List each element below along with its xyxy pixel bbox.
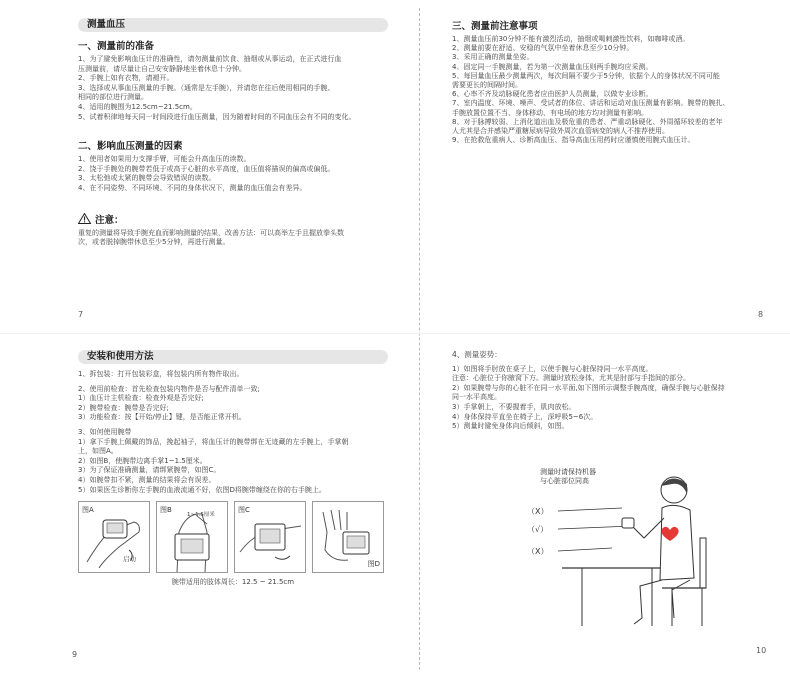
text-line: 1、使用者如果用力支撑手臂，可能会升高血压的读数。	[78, 155, 251, 164]
text-line: 2、手腕上如有衣物，请褪开。	[78, 74, 174, 83]
page-number-8: 8	[758, 310, 764, 319]
text-line: 1）拿下手腕上佩戴的饰品，挽起袖子，将血压计的腕带绑在无迹藏的左手腕上，手掌朝	[78, 437, 349, 446]
figure-c	[234, 501, 306, 573]
text-line: 1、拆包装：打开包装彩盒，将包装内所有物件取出。	[78, 370, 244, 378]
text-line: 4、适用的腕围为12.5cm~21.5cm。	[78, 102, 197, 111]
text-line: 1）如图将手肘放在桌子上，以使手腕与心脏保持同一水平高度。	[452, 364, 653, 373]
text-line: 需要更长的间隔时间。	[452, 81, 522, 90]
text-line: 手腕放置位置不当、身体移动、有电场的地方均对测量有影响。	[452, 108, 648, 117]
figure-caption: 腕带适用的肢体周长：12.5 ~ 21.5cm	[171, 578, 295, 587]
text-line: 8、对于脉搏较弱、上消化道出血及极危重的患者、严重动脉硬化、外周循环较差的老年	[452, 117, 723, 126]
figure-b	[156, 501, 228, 573]
note-heading	[78, 212, 388, 226]
text-line: 5、每回量血压最少测量两次，每次间隔不要少于5分钟，依据个人的身体状况不同可能	[452, 71, 720, 80]
precautions-body	[452, 35, 762, 145]
text-line: 2）腕带检查：腕带是否完好;	[78, 403, 169, 412]
text-line: 3、如何使用腕带	[78, 427, 132, 436]
text-line: 1）血压计主机检查：检查外观是否完好;	[78, 394, 204, 403]
precautions-heading: 三、测量前注意事项	[452, 21, 538, 32]
page-number-7: 7	[78, 310, 84, 319]
section-title-bar: 测量血压	[78, 18, 388, 32]
page-9	[78, 350, 388, 650]
text-line: 6、心率不齐及动脉硬化患者应由医护人员测量，以做专业诊断。	[452, 90, 653, 99]
text-line: 2）如图B，使腕带边离手掌1~1.5厘米。	[78, 456, 207, 465]
text-line: 7、室内温度、环境、噪声、受试者的体位、讲话和运动对血压测量有影响。腕带的腕扎、	[452, 99, 730, 108]
section-title-bar: 安装和使用方法	[78, 350, 388, 364]
text-line: 同一水平高度。	[452, 393, 501, 402]
cuff-figures	[78, 501, 388, 573]
text-line: 2）如果腕带与你的心脏不在同一水平面,如下图所示调整手腕高度，确保手腕与心脏保持	[452, 383, 725, 392]
section2-heading: 二、影响血压测量的因素	[78, 141, 183, 153]
page-7	[78, 18, 388, 318]
figure-d	[312, 501, 384, 573]
page-row-separator	[0, 333, 790, 334]
text-line: 1、为了避免影响血压计的准确性，请勿测量前饮食、抽烟或从事运动，在正式进行血	[78, 55, 342, 63]
figure-c-label: 图C	[238, 506, 250, 515]
text-line: 4）身体保持平直坐在椅子上，深呼吸5~6次。	[452, 412, 598, 421]
text-line: 9、在抢救危重病人、诊断高血压、指导高血压用药时应谨慎使用腕式血压计。	[452, 136, 695, 145]
text-line: 次，或者脱掉腕带休息至少5分钟，再进行测量。	[78, 238, 230, 247]
posture-heading: 4、测量姿势：	[452, 350, 502, 359]
warning-icon	[78, 213, 91, 224]
text-line: 4）如腕带扣不紧，测量的结果将会有误差。	[78, 475, 216, 484]
figure-a	[78, 501, 150, 573]
text-line: 3）功能检查：按【开始/停止】键，是否能正常开机。	[78, 413, 246, 422]
text-line: 5）如果医生诊断你左手腕的血液流通不好，依图D将腕带缠绕在你的右手腕上。	[78, 485, 326, 494]
text-line: 注意：心脏位于你腋窝下方。测量时放松身体，尤其是肘部与手指间的部分。	[452, 374, 690, 383]
start-label: 启动	[123, 555, 136, 564]
text-line: 5、试着积律地每天同一时间段进行血压测量，因为随着时间的不同血压会有不同的变化。	[78, 112, 356, 121]
text-line: 重复的测量将导致手腕充血而影响测量的结果，改善方法：可以高举左手且握放拳头数	[78, 228, 344, 237]
figure-d-label: 图D	[367, 560, 380, 569]
note-title: 注意：	[95, 214, 124, 226]
text-line: 相同的部位进行测量。	[78, 93, 148, 102]
text-line: 3）手掌朝上，不要握着手，肌肉放松。	[452, 402, 576, 411]
note-body	[78, 229, 388, 248]
wrong-mark-low: （X）	[527, 547, 549, 556]
text-line: 2、使用前检查：首先检查包装内物件是否与配件清单一致;	[78, 384, 260, 393]
caption-line: 测量时请保持机器	[540, 468, 596, 476]
section1-body	[78, 55, 388, 122]
figure-b-label: 图B	[160, 506, 172, 515]
text-line: 2、饶于手腕处的腕带若低于或高于心脏的水平高度，血压值将描误的偏高或偏低。	[78, 164, 335, 173]
text-line: 3、采用正确的测量坐姿。	[452, 53, 534, 62]
text-line: 4、固定同一手腕测量，若为第一次测量血压则两手腕均应采测。	[452, 62, 653, 71]
text-line: 人尤其是合并感染严重糖尿病导致外周次血管病变的病人不推荐使用。	[452, 127, 669, 136]
page-number-9: 9	[72, 650, 78, 659]
figure-a-label: 图A	[82, 506, 94, 515]
correct-mark: （√）	[527, 525, 549, 534]
text-line: 压测量前，请尽量让自己安安静静地坐着休息十分钟。	[78, 64, 246, 73]
text-line: 5）测量时避免身体向后倾斜，如图。	[452, 422, 569, 431]
section1-heading: 一、测量前的准备	[78, 41, 155, 52]
wrong-mark-high: （X）	[527, 507, 549, 516]
seated-person-illustration	[522, 468, 732, 628]
page-8	[452, 18, 762, 318]
distance-label: 1~1.5厘米	[187, 512, 215, 519]
text-line: 4、在不同姿势、不同环境、不同的身体状况下，测量的血压值会有差异。	[78, 183, 307, 192]
text-line: 3、选择或从事血压测量的手腕。（通常是左手腕），并请您在往后使用相同的手腕、	[78, 83, 335, 92]
text-line: 1、测量血压前30分钟不能有激烈活动，抽烟或喝刺激性饮料，如咖啡或酒。	[452, 35, 690, 43]
center-fold-divider	[419, 8, 420, 670]
text-line: 2、测量前要在舒适、安稳的气氛中坐着休息至少10分钟。	[452, 44, 634, 53]
text-line: 3）为了保证准确测量，请绑紧腕带，如图C。	[78, 466, 221, 475]
text-line: 3、太松弛或太紧的腕带会导致错误的读数。	[78, 174, 216, 183]
section2-body	[78, 155, 388, 193]
page-number-10: 10	[756, 646, 767, 655]
text-line: 上，如图A。	[78, 447, 118, 456]
caption-line: 与心脏部位同高	[540, 477, 589, 485]
page-10	[452, 350, 762, 650]
posture-illustration	[522, 468, 732, 628]
